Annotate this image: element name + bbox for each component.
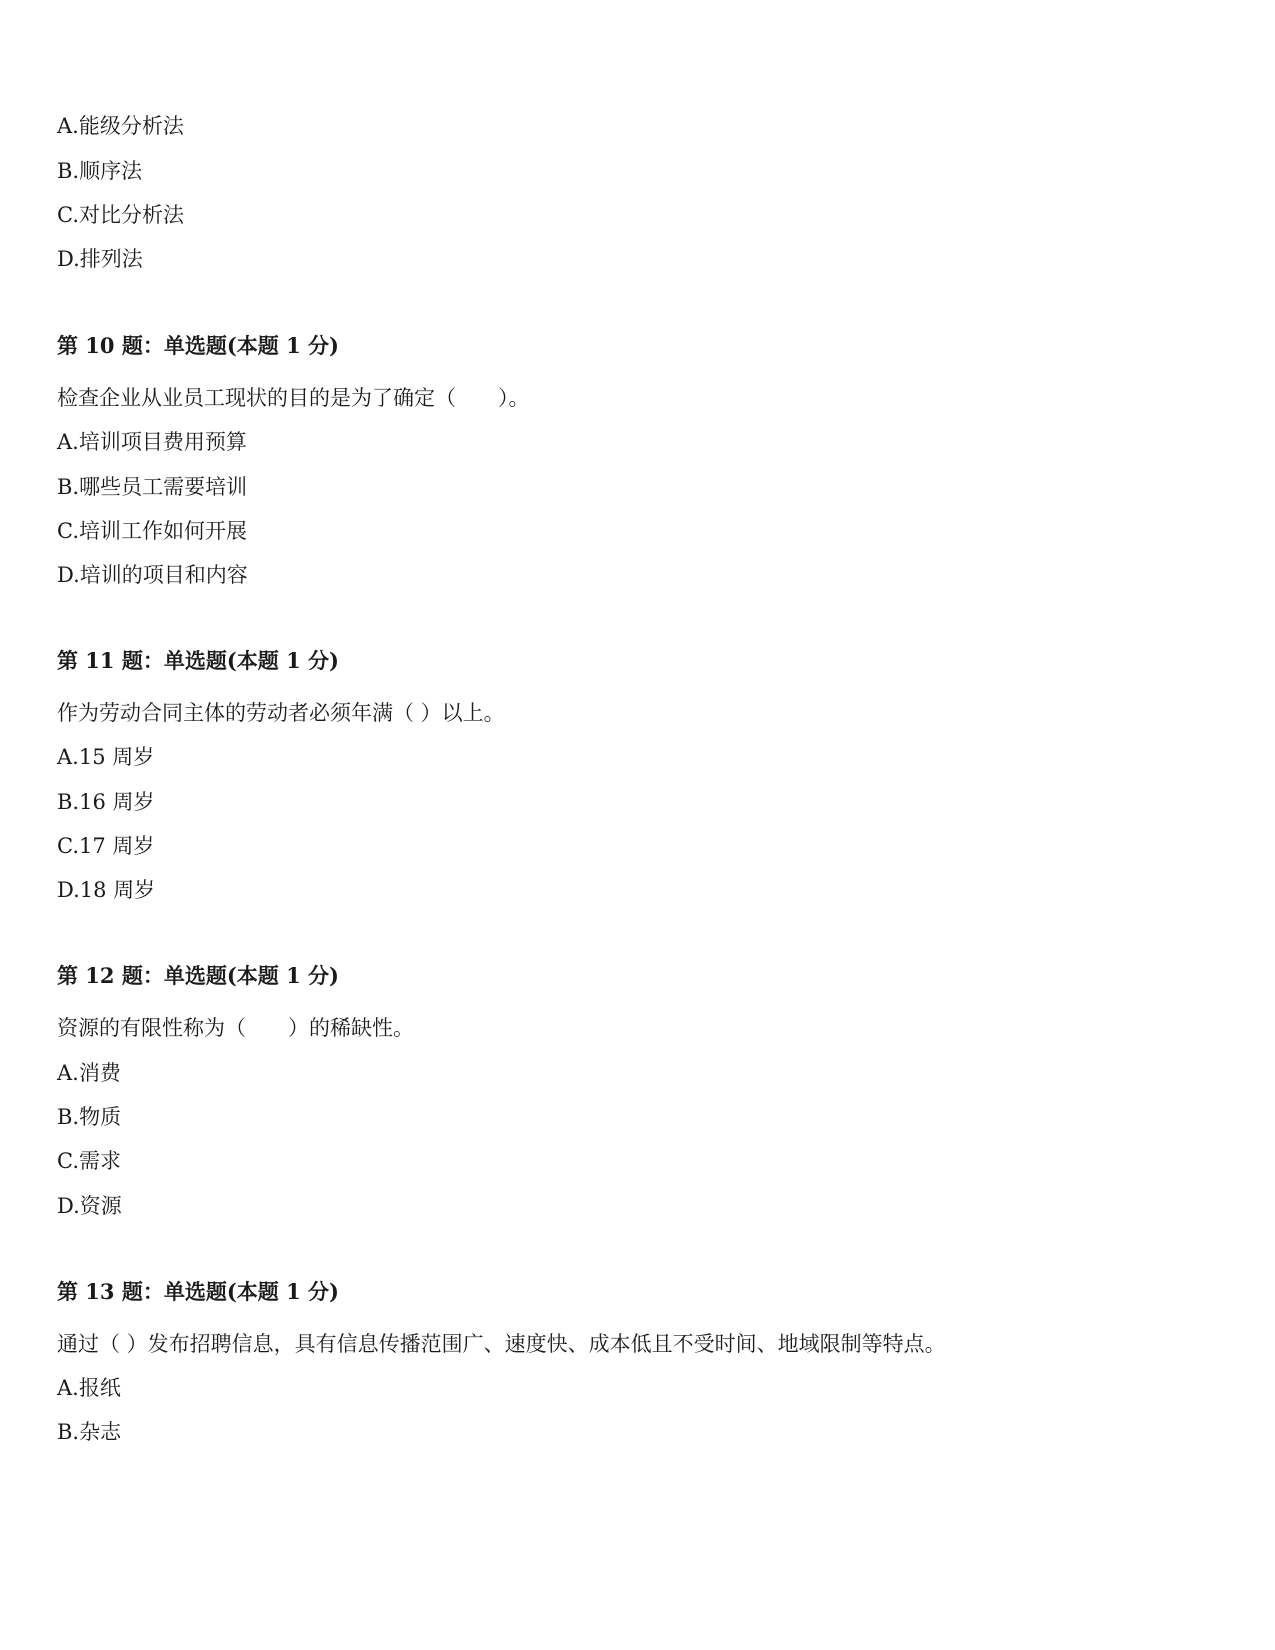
question-heading: 第 10 题：单选题(本题 1 分) xyxy=(57,333,339,358)
option-b: B.顺序法 xyxy=(57,159,143,183)
option-a: A.报纸 xyxy=(57,1376,121,1400)
option-d: D.资源 xyxy=(57,1194,122,1218)
question-stem: 作为劳动合同主体的劳动者必须年满（ ）以上。 xyxy=(57,701,505,725)
option-a: A.15 周岁 xyxy=(57,745,155,769)
option-a: A.消费 xyxy=(57,1061,121,1085)
option-b: B.哪些员工需要培训 xyxy=(57,475,248,499)
question-heading: 第 12 题：单选题(本题 1 分) xyxy=(57,963,339,988)
question-stem: 检查企业从业员工现状的目的是为了确定（ ）。 xyxy=(57,386,530,410)
option-a: A.能级分析法 xyxy=(57,114,184,138)
option-b: B.16 周岁 xyxy=(57,790,155,814)
option-b: B.物质 xyxy=(57,1105,122,1129)
question-stem: 通过（ ）发布招聘信息，具有信息传播范围广、速度快、成本低且不受时间、地域限制等特点。 xyxy=(57,1332,946,1356)
option-c: C.对比分析法 xyxy=(57,203,184,227)
option-d: D.排列法 xyxy=(57,247,143,271)
option-b: B.杂志 xyxy=(57,1420,122,1444)
option-c: C.需求 xyxy=(57,1149,121,1173)
question-heading: 第 11 题：单选题(本题 1 分) xyxy=(57,648,339,673)
option-d: D.培训的项目和内容 xyxy=(57,563,248,587)
question-stem: 资源的有限性称为（ ）的稀缺性。 xyxy=(57,1016,414,1040)
option-c: C.17 周岁 xyxy=(57,834,155,858)
option-c: C.培训工作如何开展 xyxy=(57,519,247,543)
option-d: D.18 周岁 xyxy=(57,878,156,902)
question-heading: 第 13 题：单选题(本题 1 分) xyxy=(57,1279,339,1304)
option-a: A.培训项目费用预算 xyxy=(57,430,247,454)
